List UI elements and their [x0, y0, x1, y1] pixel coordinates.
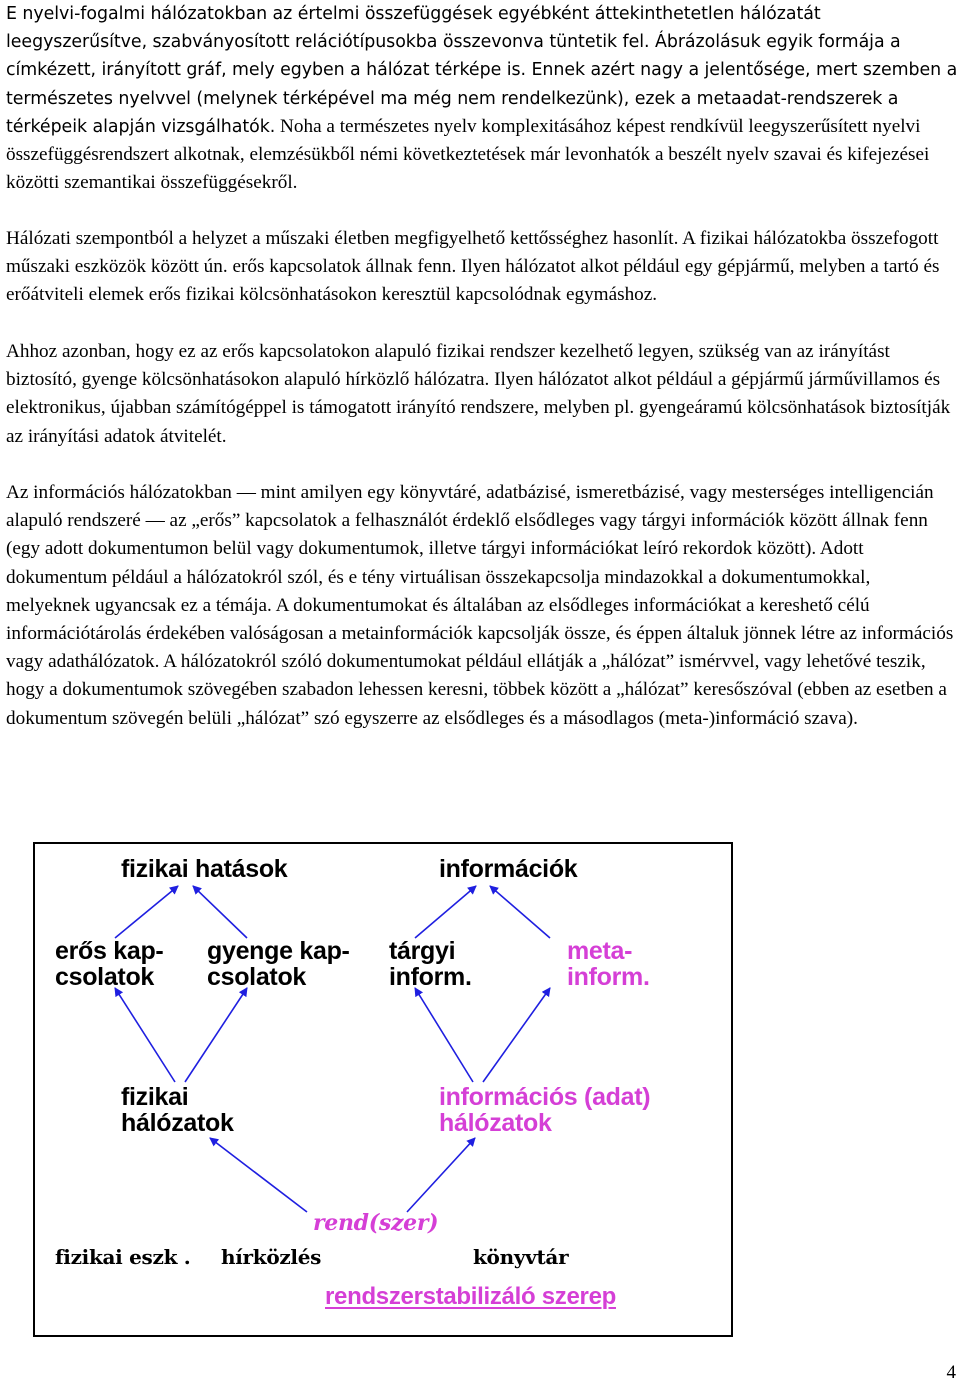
arrow-meta-to-informaciok	[490, 886, 550, 938]
label-informaciok: információk	[439, 855, 578, 883]
paragraph-1-serif-text: Noha a természetes nyelv komplexitásához képest rendkívül leegyszerűsített nyelvi összefüggésrendszert alkotnak, elemzésükből némi következtetések már levonhatók a beszélt nyelv szavai és kifejezései közötti szemantikai összefüggésekről.	[6, 115, 930, 194]
label-hirkozles: hírközlés	[221, 1245, 322, 1269]
label-fizikai-hatasok: fizikai hatások	[121, 855, 288, 883]
arrow-rend-to-informacios-halozatok	[407, 1138, 475, 1212]
arrow-fizikai-halozatok-to-gyenge	[185, 988, 247, 1082]
paragraph-1	[6, 0, 958, 197]
network-diagram	[33, 842, 733, 1337]
arrow-rend-to-fizikai-halozatok	[210, 1138, 307, 1212]
label-meta-inform: meta- inform.	[567, 937, 650, 991]
arrow-informacios-halozatok-to-meta	[483, 988, 550, 1082]
arrow-gyenge-to-fizikai-hatasok	[193, 886, 247, 938]
label-informacios-halozatok: információs (adat) hálózatok	[439, 1083, 651, 1137]
paragraph-4: Az információs hálózatokban — mint amilyen egy könyvtáré, adatbázisé, ismeretbázisé, vagy mesterséges intelligencián alapuló rendszeré — az „erős” kapcsolatok a felhasználót érdeklő elsődleges vagy tárgyi információk között állnak fenn (egy adott dokumentumon belül vagy dokumentumok, illetve tárgyi információkat leíró rekordok között). Adott dokumentum például a hálózatokról szól, és e tény virtuálisan összekapcsolja mindazokkal a dokumentumokkal, melyeknek ugyancsak ez a témája. A dokumentumokat és általában az elsődleges információkat a kereshető célú információtárolás érdekében valóságosan a metainformációk kapcsolják össze, és éppen általuk jönnek létre az információs vagy adathálózatok. A hálózatokról szóló dokumentumokat például ellátják a „hálózat” ismérvvel, vagy lehetővé teszik, hogy a dokumentumok szövegében szabadon lehessen keresni, többek között a „hálózat” keresőszóval (ebben az esetben a dokumentum szövegén belüli „hálózat” szó egyszerre az elsődleges és a másodlagos (meta-)információ szava).	[6, 482, 954, 729]
page-number: 4	[946, 1362, 956, 1383]
paragraph-2: Hálózati szempontból a helyzet a műszaki életben megfigyelhető kettősséghez hasonlít. A fizikai hálózatokba összefogott műszaki eszközök között ún. erős kapcsolatok állnak fenn. Ilyen hálózatot alkot például egy gépjármű, melyben a tartó és erőátviteli elemek erős fizikai kölcsönhatásokon keresztül kapcsolódnak egymáshoz.	[6, 228, 940, 306]
arrow-fizikai-halozatok-to-eros	[115, 988, 175, 1082]
label-targyi-inform: tárgyi inform.	[389, 937, 472, 991]
arrow-targyi-to-informaciok	[415, 886, 476, 938]
label-eros-kapcsolatok: erős kap- csolatok	[55, 937, 164, 991]
label-fizikai-eszk: fizikai eszk .	[55, 1245, 191, 1269]
label-rendszerstabilizalo-szerep: rendszerstabilizáló szerep	[325, 1283, 616, 1310]
arrow-eros-to-fizikai-hatasok	[115, 886, 178, 938]
label-rend-szer: rend(szer)	[313, 1210, 439, 1236]
paragraph-3: Ahhoz azonban, hogy ez az erős kapcsolatokon alapuló fizikai rendszer kezelhető legyen, szükség van az irányítást biztosító, gyenge kölcsönhatásokon alapuló hírközlő hálózatra. Ilyen hálózatot alkot például a gépjármű járművillamos és elektronikus, újabban számítógéppel is támogatott irányító rendszere, melyben pl. gyengeáramú kölcsönhatások biztosítják az irányítási adatok átvitelét.	[6, 341, 951, 447]
label-konyvtar: könyvtár	[473, 1245, 569, 1269]
paragraph-1-sans-text: E nyelvi-fogalmi hálózatokban az értelmi összefüggések egyébként áttekinthetetlen hálózatát leegyszerűsítve, szabványosított relációtípusokba összevonva tüntetik fel. Ábrázolásuk egyik formája a címkézett, irányított gráf, mely egyben a hálózat térképe is. Ennek azért nagy a jelentősége, mert szemben a természetes nyelvvel (melynek térképével ma még nem rendelkezünk), ezek a metaadat-rendszerek a térképeik alapján vizsgálhatók.	[6, 4, 958, 137]
arrow-informacios-halozatok-to-targyi	[415, 988, 473, 1082]
label-gyenge-kapcsolatok: gyenge kap- csolatok	[207, 937, 350, 991]
label-fizikai-halozatok: fizikai hálózatok	[121, 1083, 234, 1137]
